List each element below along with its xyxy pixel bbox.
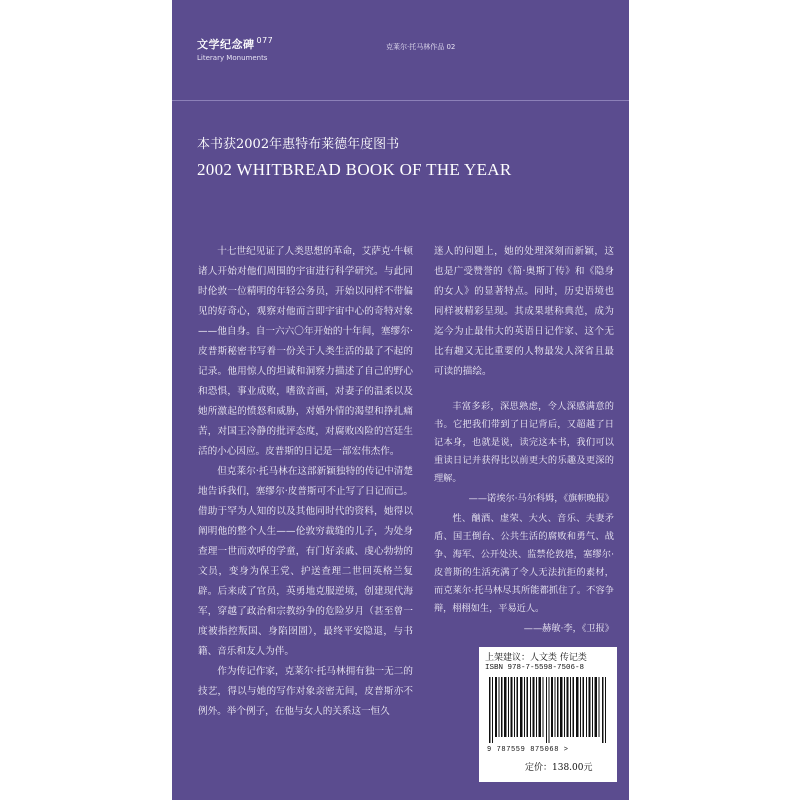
price-label: 定价：138.00元 — [525, 763, 593, 773]
book-back-cover — [172, 0, 629, 800]
review-attribution: ——赫敏·李，《卫报》 — [523, 623, 614, 634]
review-quote-text: 性、酗酒、虚荣、大火、音乐、夫妻矛盾、国王倒台、公共生活的腐败和勇气、战争、海军、公开处决、监禁伦敦塔，塞缪尔·皮普斯的生活充满了令人无法抗拒的素材，而克莱尔·托马林尽其所能都抓住了。不容争辩，栩栩如生，平易近人。 — [434, 513, 614, 614]
shelving-category: 上架建议：人文类 传记类 — [485, 653, 587, 663]
synopsis-paragraph-2: 但克莱尔·托马林在这部新颖独特的传记中清楚地告诉我们，塞缪尔·皮普斯可不止写了日记而已。借助于罕为人知的以及其他同时代的资料，她得以阐明他的整个人生——伦敦穷裁缝的儿子，为处身查理一世而欢呼的学童，有门好亲戚、虔心勃勃的文员，变身为保王党、护送查理二世回英格兰复辟。后来成了官员，英勇地克服逆境，创建现代海军，穿越了政治和宗教纷争的危险岁月（甚至曾一度被指控叛国、身陷囹圄），最终平安隐退，与书籍、音乐和友人为伴。 — [198, 466, 413, 657]
review-attribution: ——诺埃尔·马尔科姆，《旗帜晚报》 — [468, 493, 614, 504]
series-number: 077 — [256, 36, 274, 46]
barcode-panel — [479, 647, 617, 782]
review-quote-text: 丰富多彩，深思熟虑，令人深感满意的书。它把我们带到了日记背后，又超越了日记本身，也就是说，读完这本书，我们可以重读日记并获得比以前更大的乐趣及更深的理解。 — [434, 401, 614, 484]
series-title — [197, 36, 273, 52]
synopsis-paragraph-3-continued: 迷人的问题上，她的处理深刻而新颖，这也是广受赞誉的《简·奥斯丁传》和《隐身的女人》的显著特点。同时，历史语境也同样被精彩呈现。其成果堪称典范，成为迄今为止最伟大的英语日记作家、这个无比有趣又无比重要的人物最发人深省且最可读的描绘。 — [434, 246, 614, 377]
series-subtitle: Literary Monuments — [197, 54, 268, 62]
award-english: 2002 WHITBREAD BOOK OF THE YEAR — [197, 160, 512, 179]
review-quote-1 — [434, 398, 614, 508]
barcode-digits: 9 787559 875068 > — [487, 746, 569, 754]
review-quote-2 — [434, 510, 614, 638]
author-series-label: 克莱尔·托马林作品 02 — [386, 43, 456, 51]
isbn-text: ISBN 978-7-5598-7506-8 — [485, 664, 585, 672]
synopsis-paragraph-3: 作为传记作家，克莱尔·托马林拥有独一无二的技艺，得以与她的写作对象亲密无间，皮普斯亦不例外。举个例子，在他与女人的关系这一恒久 — [198, 666, 413, 717]
synopsis-right-column — [434, 242, 614, 382]
synopsis-paragraph-1: 十七世纪见证了人类思想的革命，艾萨克·牛顿诸人开始对他们周围的宇宙进行科学研究。与此同时伦敦一位精明的年轻公务员，开始以同样不带偏见的好奇心，观察对他而言即宇宙中心的奇特对象——他自身。自一六六〇年开始的十年间，塞缪尔·皮普斯秘密书写着一份关于人类生活的最了不起的记录。他用惊人的坦诚和洞察力描述了自己的野心和恐惧，事业成败，嗜欲音画，对妻子的温柔以及她所激起的愤怒和威胁，对婚外情的渴望和挣扎痛苦，对国王冷静的批评态度，对腐败凶险的宫廷生活的小心因应。皮普斯的日记是一部宏伟杰作。 — [198, 246, 413, 457]
header-divider — [172, 100, 629, 101]
barcode-bars — [489, 677, 609, 743]
synopsis-left-column — [198, 242, 413, 722]
series-title-text: 文学纪念碑 — [197, 38, 255, 51]
award-chinese: 本书获2002年惠特布莱德年度图书 — [197, 137, 400, 152]
